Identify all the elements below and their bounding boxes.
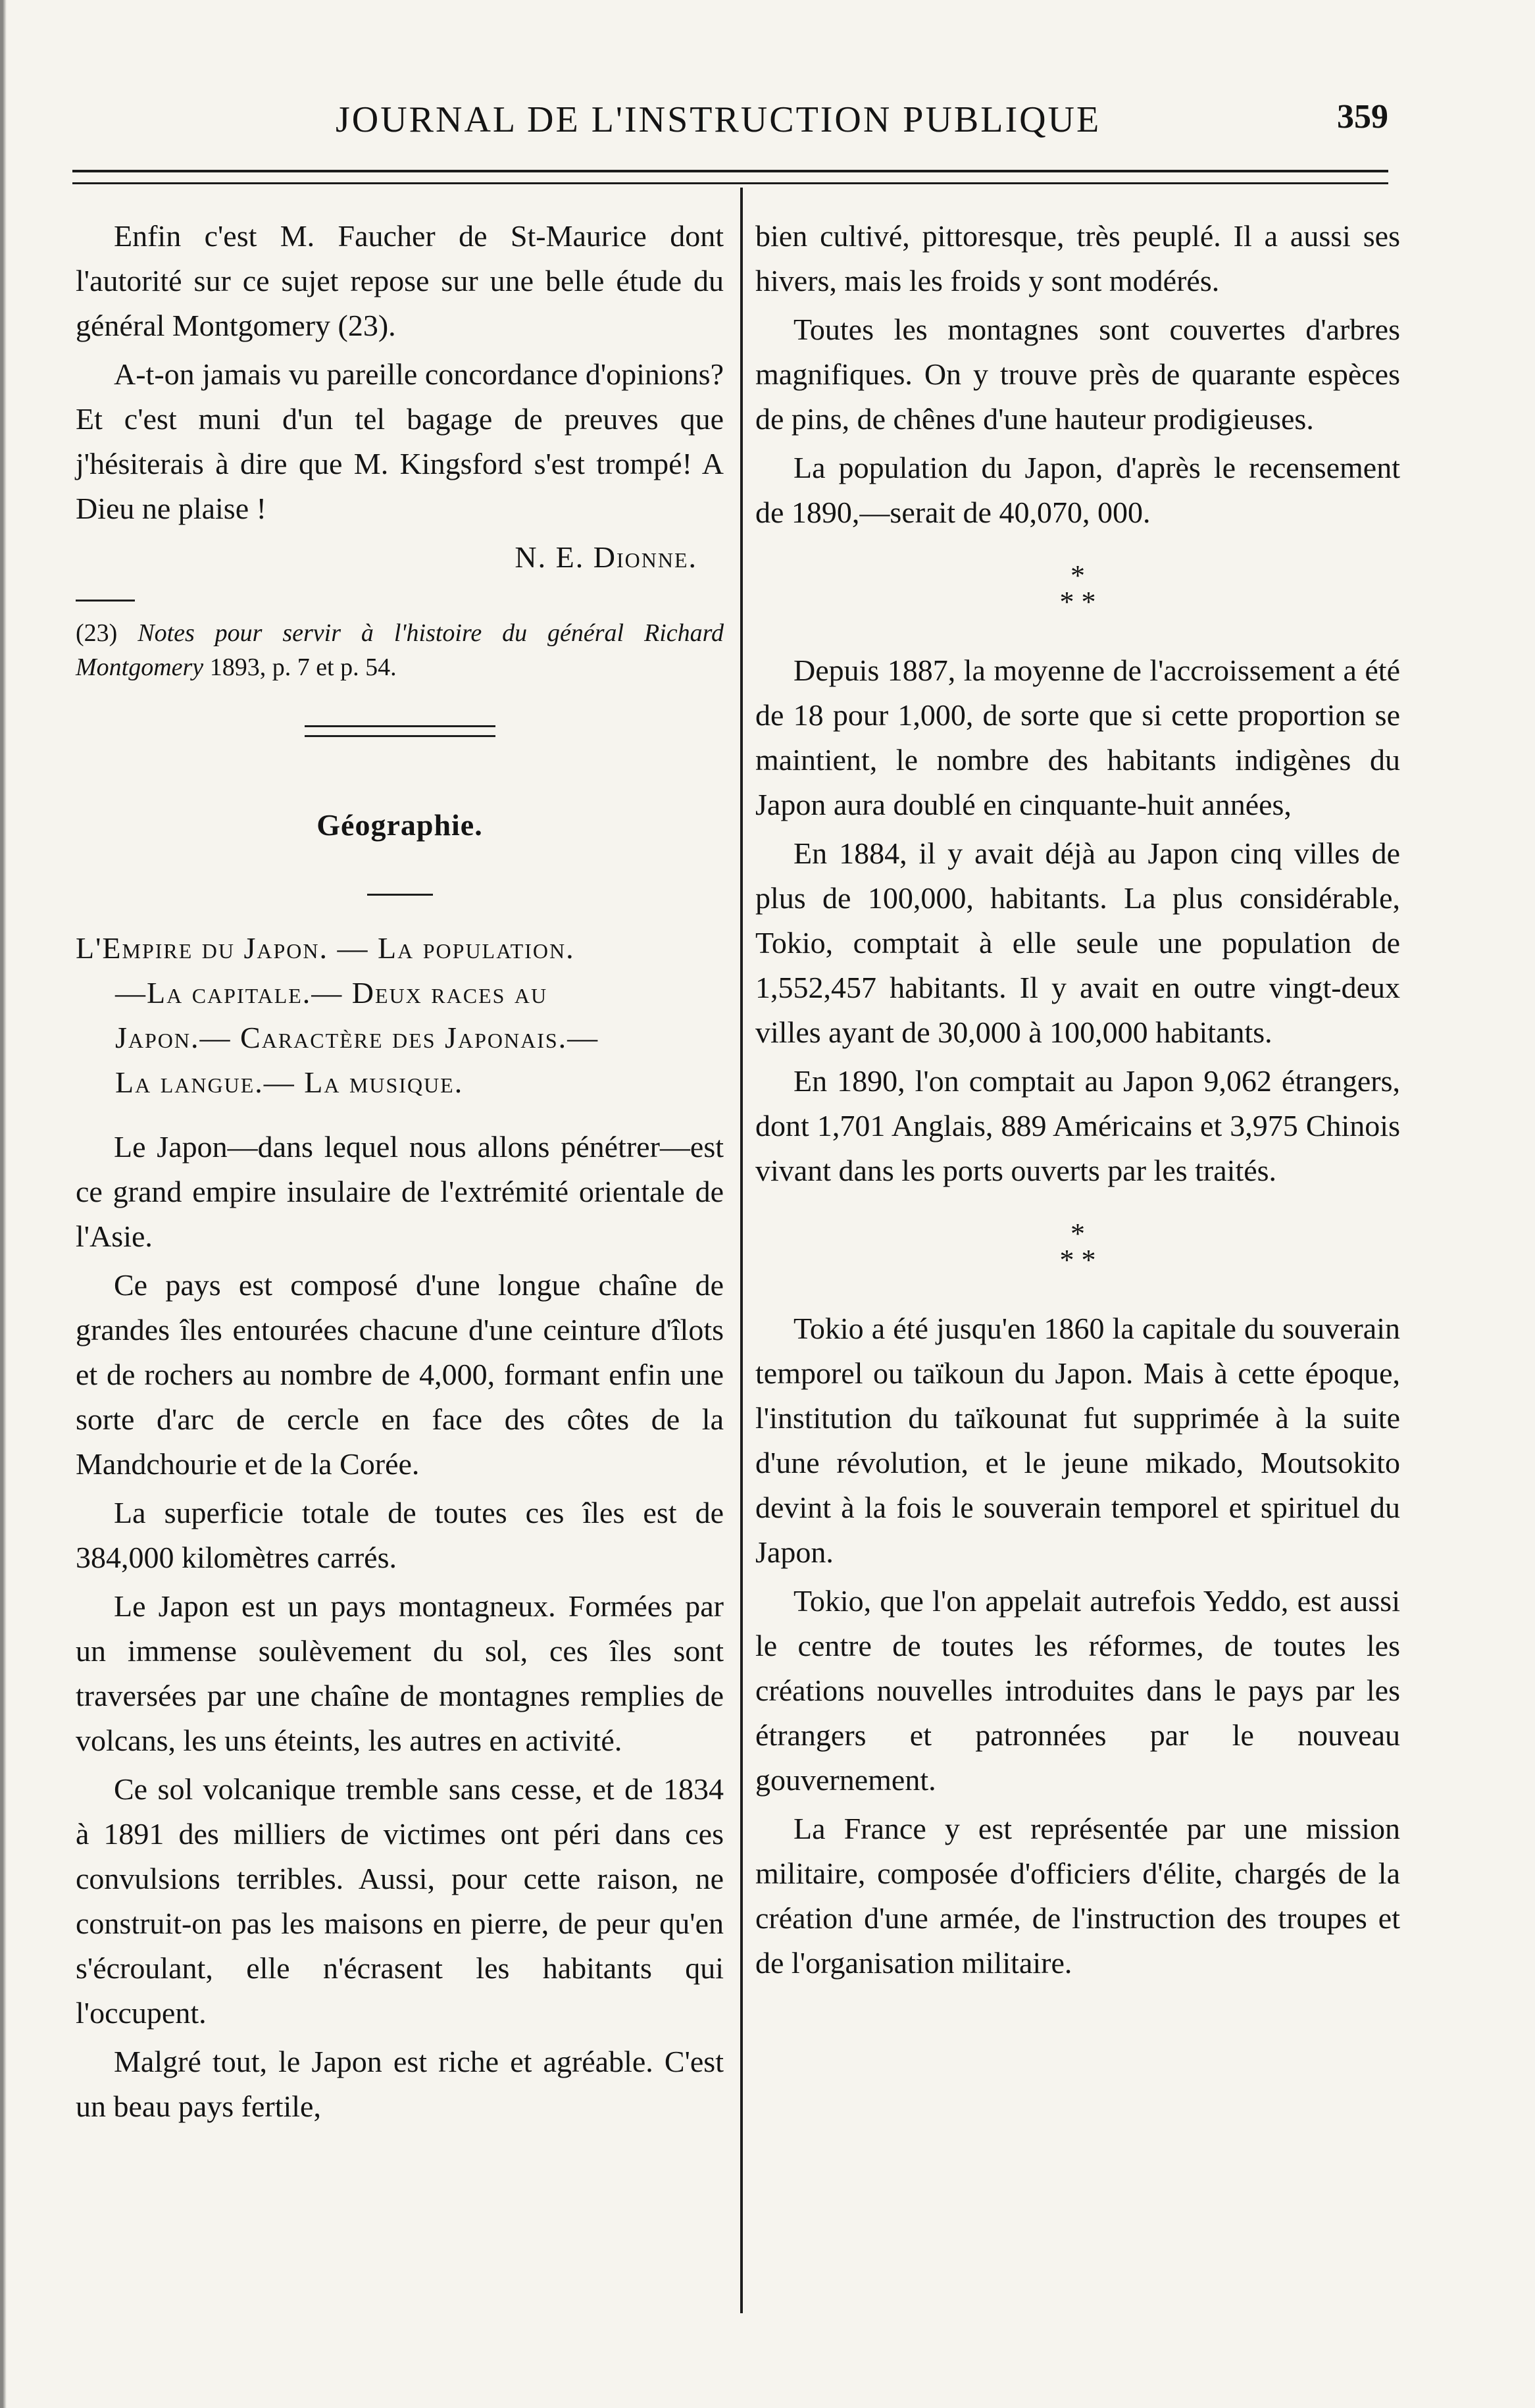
- subheading-line: Japon.— Caractère des Japonais.—: [115, 1021, 599, 1054]
- paragraph: En 1884, il y avait déjà au Japon cinq villes de plus de 100,000, habitants. La plus considérable, Tokio, comptait à elle seule une population de 1,552,457 habitants. Il y avait en outre vingt-deux villes ayant de 30,000 à 100,000 habitants.: [755, 836, 1400, 1049]
- title-rule: [367, 894, 433, 896]
- paragraph: Le Japon est un pays montagneux. Formées par un immense soulèvement du sol, ces îles sont traversées par une chaîne de montagnes remplies de volcans, les uns éteints, les autres en activité.: [76, 1589, 724, 1757]
- asterism-top: *: [1070, 1217, 1085, 1250]
- paragraph: Tokio, que l'on appelait autrefois Yeddo, est aussi le centre de toutes les réformes, de toutes les créations nouvelles introduites dans le pays par les étrangers et patronnées par le nouveau gouvernement.: [755, 1584, 1400, 1797]
- binding-edge: [0, 0, 9, 2408]
- paragraph: La population du Japon, d'après le recensement de 1890,—serait de 40,070, 000.: [755, 451, 1400, 529]
- subheading-line: L'Empire du Japon. — La population.: [76, 931, 575, 965]
- asterism-bottom: * *: [1059, 586, 1096, 618]
- footnote: [76, 616, 724, 684]
- column-divider: [740, 188, 743, 2313]
- header-rule: [72, 170, 1388, 184]
- paragraph: Enfin c'est M. Faucher de St-Maurice dont l'autorité sur ce sujet repose sur une belle étude du général Montgomery (23).: [76, 219, 724, 342]
- asterism: [755, 559, 1400, 618]
- paragraph: Le Japon—dans lequel nous allons pénétrer—est ce grand empire insulaire de l'extrémité orientale de l'Asie.: [76, 1130, 724, 1253]
- footnote-rest: 1893, p. 7 et p. 54.: [209, 653, 397, 681]
- running-title: JOURNAL DE L'INSTRUCTION PUBLIQUE: [336, 99, 1101, 140]
- paragraph: Ce pays est composé d'une longue chaîne de grandes îles entourées chacune d'une ceinture d'îlots et de rochers au nombre de 4,000, formant enfin une sorte d'arc de cercle en face des côtes de la Mandchourie et de la Corée.: [76, 1268, 724, 1481]
- signature: N. E. Dionne.: [515, 540, 697, 574]
- section-title: Géographie.: [316, 808, 483, 842]
- paragraph: Toutes les montagnes sont couvertes d'arbres magnifiques. On y trouve près de quarante espèces de pins, de chênes d'une hauteur prodigieuses.: [755, 313, 1400, 436]
- subheading-line: La langue.— La musique.: [115, 1065, 464, 1099]
- footnote-rule: [76, 600, 135, 602]
- footnote-marker: (23): [76, 619, 118, 647]
- section-divider: [305, 725, 495, 737]
- paragraph: Depuis 1887, la moyenne de l'accroissement a été de 18 pour 1,000, de sorte que si cette proportion se maintient, le nombre des habitants indigènes du Japon aura doublé en cinquante-huit années,: [755, 653, 1400, 821]
- paragraph: En 1890, l'on comptait au Japon 9,062 étrangers, dont 1,701 Anglais, 889 Américains et 3,975 Chinois vivant dans les ports ouverts par les traités.: [755, 1064, 1400, 1187]
- paragraph: La superficie totale de toutes ces îles est de 384,000 kilomètres carrés.: [76, 1496, 724, 1574]
- paragraph: bien cultivé, pittoresque, très peuplé. Il a aussi ses hivers, mais les froids y sont modérés.: [755, 219, 1400, 297]
- left-column: [76, 214, 724, 2129]
- asterism-bottom: * *: [1059, 1244, 1096, 1276]
- page-header: [72, 86, 1388, 158]
- asterism-top: *: [1070, 559, 1085, 592]
- asterism: [755, 1217, 1400, 1276]
- paragraph: La France y est représentée par une mission militaire, composée d'officiers d'élite, chargés de la création d'une armée, de l'instruction des troupes et de l'organisation militaire.: [755, 1812, 1400, 1980]
- subheading-line: —La capitale.— Deux races au: [115, 976, 548, 1010]
- paragraph: A-t-on jamais vu pareille concordance d'opinions? Et c'est muni d'un tel bagage de preuves que j'hésiterais à dire que M. Kingsford s'est trompé! A Dieu ne plaise !: [76, 357, 724, 525]
- footnote-title: Notes pour servir à l'histoire du général Richard Montgomery: [76, 619, 724, 681]
- paragraph: Malgré tout, le Japon est riche et agréable. C'est un beau pays fertile,: [76, 2045, 724, 2123]
- paragraph: Ce sol volcanique tremble sans cesse, et de 1834 à 1891 des milliers de victimes ont péri dans ces convulsions terribles. Aussi, pour cette raison, ne construit-on pas les maisons en pierre, de peur qu'en s'écroulant, elle n'écrasent les habitants qui l'occupent.: [76, 1772, 724, 2030]
- paragraph: Tokio a été jusqu'en 1860 la capitale du souverain temporel ou taïkoun du Japon. Mais à cette époque, l'institution du taïkounat fut supprimée à la suite d'une révolution, et le jeune mikado, Moutsokito devint à la fois le souverain temporel et spirituel du Japon.: [755, 1312, 1400, 1569]
- article-subheading: [76, 926, 724, 1105]
- page-number: 359: [1337, 98, 1388, 136]
- right-column: [755, 214, 1400, 1985]
